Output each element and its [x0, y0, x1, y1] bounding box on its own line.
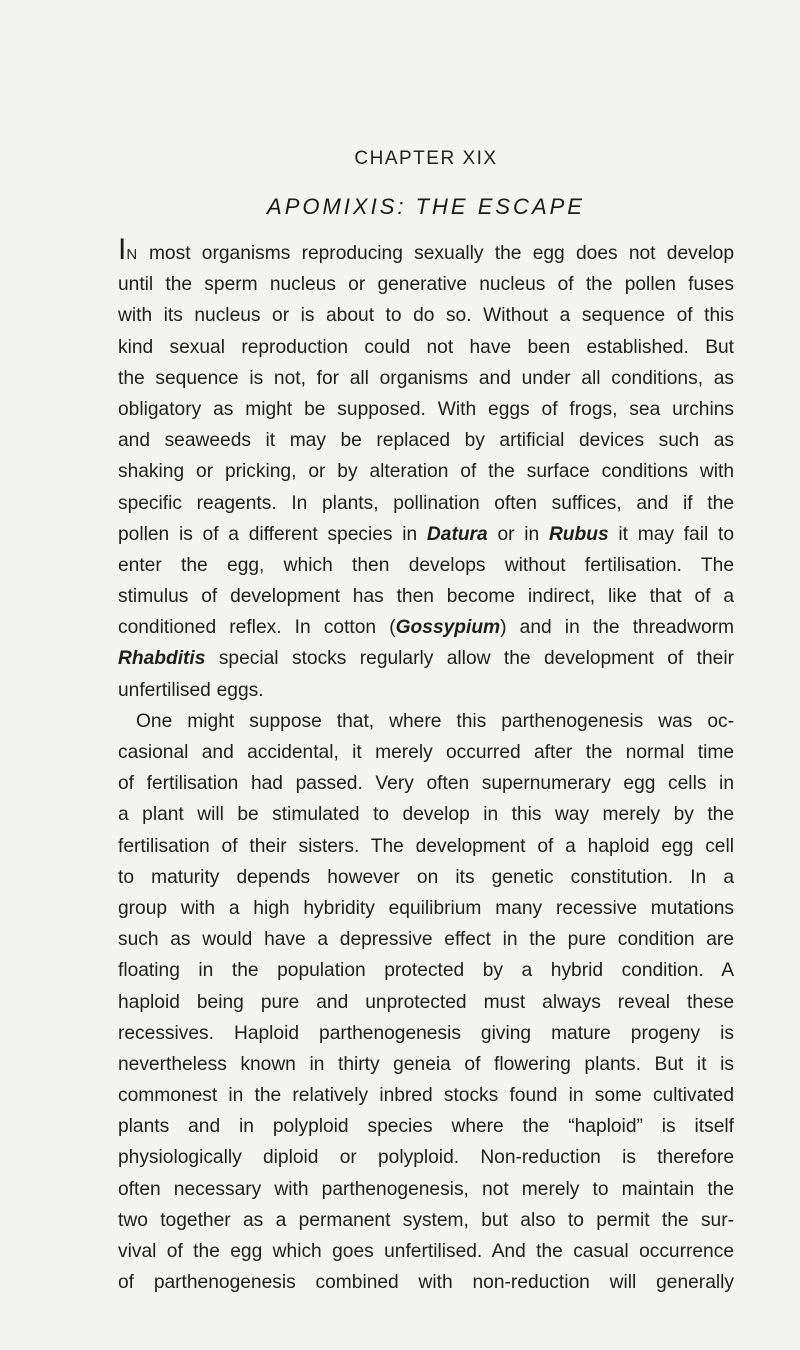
text-line: kind sexual reproduction could not have been established. But: [118, 336, 734, 358]
chapter-title: APOMIXIS: THE ESCAPE: [267, 194, 585, 219]
text-line: nevertheless known in thirty geneia of flowering plants. But it is: [118, 1053, 734, 1075]
text-line: One might suppose that, where this parthenogenesis was oc-: [136, 710, 734, 732]
text-line: haploid being pure and unprotected must always reveal these: [118, 991, 734, 1013]
text-line: floating in the population protected by a hybrid condition. A: [118, 960, 734, 982]
text-line: to maturity depends however on its genetic constitution. In a: [118, 866, 734, 888]
text-line: with its nucleus or is about to do so. Without a sequence of this: [118, 305, 734, 327]
text-line: casional and accidental, it merely occurred after the normal time: [118, 742, 734, 763]
text-line: obligatory as might be supposed. With eggs of frogs, sea urchins: [118, 398, 734, 420]
italic-term: Rhabditis: [118, 648, 206, 670]
text-line: shaking or pricking, or by alteration of the surface conditions with: [118, 461, 734, 483]
text-line: and seaweeds it may be replaced by artificial devices such as: [118, 430, 734, 452]
text-line: group with a high hybridity equilibrium many recessive mutations: [118, 897, 734, 919]
italic-term: Gossypium: [395, 617, 501, 639]
text-line: enter the egg, which then develops without fertilisation. The: [118, 554, 734, 576]
body-text: [118, 233, 734, 1298]
drop-cap: I: [118, 233, 127, 266]
text-line: stimulus of development has then become indirect, like that of a: [118, 586, 734, 608]
text-line: Rhabditis special stocks regularly allow the development of their: [118, 648, 734, 670]
small-cap: N: [126, 246, 138, 263]
text-line: unfertilised eggs.: [118, 679, 264, 701]
text-line: of fertilisation had passed. Very often supernumerary egg cells in: [118, 773, 734, 795]
text-line: fertilisation of their sisters. The development of a haploid egg cell: [118, 835, 734, 857]
chapter-number: CHAPTER XIX: [354, 148, 498, 169]
text-line: of parthenogenesis combined with non-reduction will generally: [118, 1272, 734, 1294]
text-line: commonest in the relatively inbred stocks found in some cultivated: [118, 1085, 734, 1107]
italic-term: Rubus: [548, 523, 609, 545]
text-line: IN most organisms reproducing sexually the egg does not develop: [118, 233, 734, 266]
text-line: two together as a permanent system, but also to permit the sur-: [118, 1209, 734, 1231]
text-line: a plant will be stimulated to develop in this way merely by the: [118, 804, 734, 826]
text-line: physiologically diploid or polyploid. Non-reduction is therefore: [118, 1147, 734, 1169]
text-line: pollen is of a different species in Datura or in Rubus it may fail to: [118, 523, 734, 545]
text-line: the sequence is not, for all organisms and under all conditions, as: [118, 367, 734, 389]
text-line: such as would have a depressive effect in the pure condition are: [118, 929, 734, 951]
text-line: vival of the egg which goes unfertilised. And the casual occurrence: [118, 1241, 734, 1262]
text-line: plants and in polyploid species where the “haploid” is itself: [118, 1116, 734, 1138]
text-line: conditioned reflex. In cotton (Gossypium) and in the threadworm: [118, 617, 734, 639]
italic-term: Datura: [426, 523, 488, 545]
text-line: recessives. Haploid parthenogenesis giving mature progeny is: [118, 1022, 734, 1044]
text-line: until the sperm nucleus or generative nucleus of the pollen fuses: [118, 274, 734, 296]
text-line: specific reagents. In plants, pollination often suffices, and if the: [118, 492, 734, 514]
text-line: often necessary with parthenogenesis, not merely to maintain the: [118, 1178, 734, 1200]
